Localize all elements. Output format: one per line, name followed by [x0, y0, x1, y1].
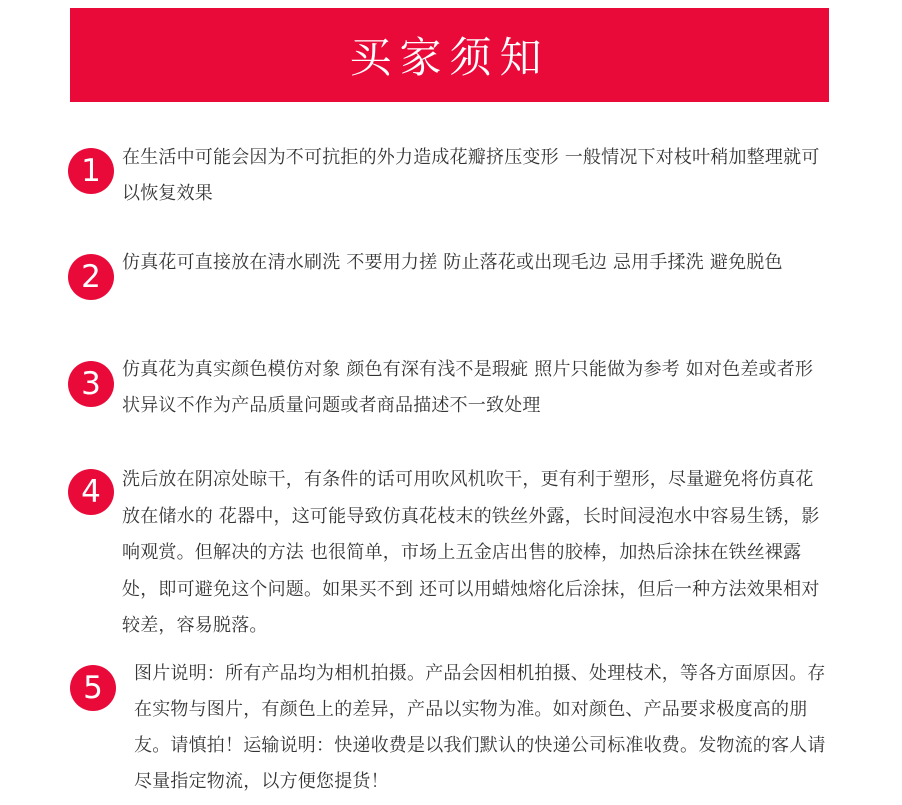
number-badge: 3 — [68, 361, 114, 407]
notice-text: 仿真花可直接放在清水刷洗 不要用力搓 防止落花或出现毛边 忌用手揉洗 避免脱色 — [122, 252, 783, 273]
notice-text: 在生活中可能会因为不可抗拒的外力造成花瓣挤压变形 一般情况下对枝叶稍加整理就可以恢复效果 — [122, 147, 820, 204]
number-badge: 2 — [68, 254, 114, 300]
number-badge: 1 — [68, 148, 114, 194]
number-badge: 4 — [68, 469, 114, 515]
page-title: 买家须知 — [349, 33, 550, 82]
notice-text: 图片说明：所有产品均为相机拍摄。产品会因相机拍摄、处理枝术，等各方面原因。存在实物与图片，有颜色上的差异，产品以实物为准。如对颜色、产品要求极度高的朋友。请慎拍！运输说明：快递收费是以我们默认的快递公司标准收费。发物流的客人请尽量指定物流，以方便您提货！ — [134, 663, 826, 792]
number-badge: 5 — [70, 665, 116, 711]
notice-text: 仿真花为真实颜色模仿对象 颜色有深有浅不是瑕疵 照片只能做为参考 如对色差或者形状异议不作为产品质量问题或者商品描述不一致处理 — [122, 359, 814, 416]
notice-text: 洗后放在阴凉处晾干，有条件的话可用吹风机吹干，更有利于塑形，尽量避免将仿真花放在储水的 花器中，这可能导致仿真花枝末的铁丝外露，长时间浸泡水中容易生锈，影响观赏。但解决的方法 也很简单，市场上五金店出售的胶棒，加热后涂抹在铁丝裸露处，即可避免这个问题。如果买不到 还可以用蜡烛熔化后涂抹，但后一种方法效果相对较差，容易脱落。 — [122, 469, 820, 636]
header-banner — [70, 8, 829, 102]
